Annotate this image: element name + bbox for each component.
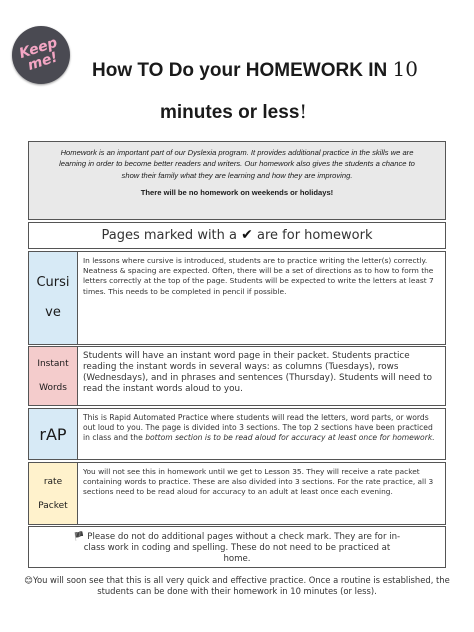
rap-description-emphasis: bottom section is to be read aloud for accuracy at least once for homework. (145, 433, 435, 442)
cursive-label-cell (29, 252, 78, 344)
title-number: 10 (392, 57, 418, 81)
rate-packet-label-cell (29, 463, 78, 524)
intro-box (28, 141, 446, 220)
rap-description-plain: This is Rapid Automated Practice where students will read the letters, word parts, or words out loud to you. The page is divided into 3 sections. The top 2 sections have been practiced in class and the (83, 413, 433, 442)
rap-label: rAP (39, 424, 67, 444)
rate-packet-label: rate Packet (38, 476, 68, 511)
homework-marker-note (28, 222, 446, 249)
rap-label-cell (29, 409, 78, 459)
cursive-description: In lessons where cursive is introduced, students are to practice writing the letter(s) correctly. Neatness & spacing are expected. Often, there will be a set of directions as to how to form the letters correctly at the top of the page. Students will be expected to write the letters at least 7 times. This needs to be completed in pencil if possible. (83, 256, 434, 296)
marker-after: are for homework (252, 228, 373, 243)
check-mark-icon: ✔ (241, 227, 253, 243)
instant-words-label: Instant Words (37, 359, 69, 393)
title-prefix: How TO Do your HOMEWORK IN (92, 60, 393, 81)
rap-row (28, 408, 446, 460)
marker-before: Pages marked with a (101, 228, 242, 243)
title-exclamation: ! (299, 101, 308, 123)
page-title-line1 (92, 57, 462, 82)
no-extra-pages-notice: 🏴 Please do not do additional pages without a check mark. They are for in-class work in coding and spelling. These do not need to be practiced at home. (28, 526, 446, 568)
title-line2-text: minutes or less (160, 102, 300, 123)
intro-text: Homework is an important part of our Dyslexia program. It provides additional practice in the skills we are learning in order to become better readers and writers. Our homework also gives the students a chance to show their family what they are learning and how they are improving. (59, 148, 415, 180)
intro-note: There will be no homework on weekends or holidays! (140, 188, 334, 198)
rate-packet-description: You will not see this in homework until we get to Lesson 35. They will receive a rate packet containing words to practice. These are also divided into 3 sections. For the rate practice, all 3 sections need to be read aloud for accuracy to an adult at least once each evening. (83, 467, 434, 497)
instant-words-label-cell (29, 347, 78, 405)
page-title-line2 (160, 101, 460, 124)
rate-packet-row (28, 462, 446, 525)
cursive-row (28, 251, 446, 345)
instant-words-description: Students will have an instant word page in their packet. Students practice reading the instant words in several ways: as columns (Tuesdays), rows (Wednesdays), and in phrases and sentences (Thursday). Students will need to read the instant words aloud to you. (83, 351, 432, 394)
cursive-label: Cursi ve (36, 275, 70, 320)
sticker-text: Keep me! (17, 34, 61, 74)
keep-me-sticker (12, 26, 70, 84)
footer-note: 😊You will soon see that this is all very quick and effective practice. Once a routine is established, the students can be done with their homework in 10 minutes (or less). (24, 575, 450, 596)
rap-description (78, 409, 445, 459)
instant-words-row (28, 346, 446, 406)
